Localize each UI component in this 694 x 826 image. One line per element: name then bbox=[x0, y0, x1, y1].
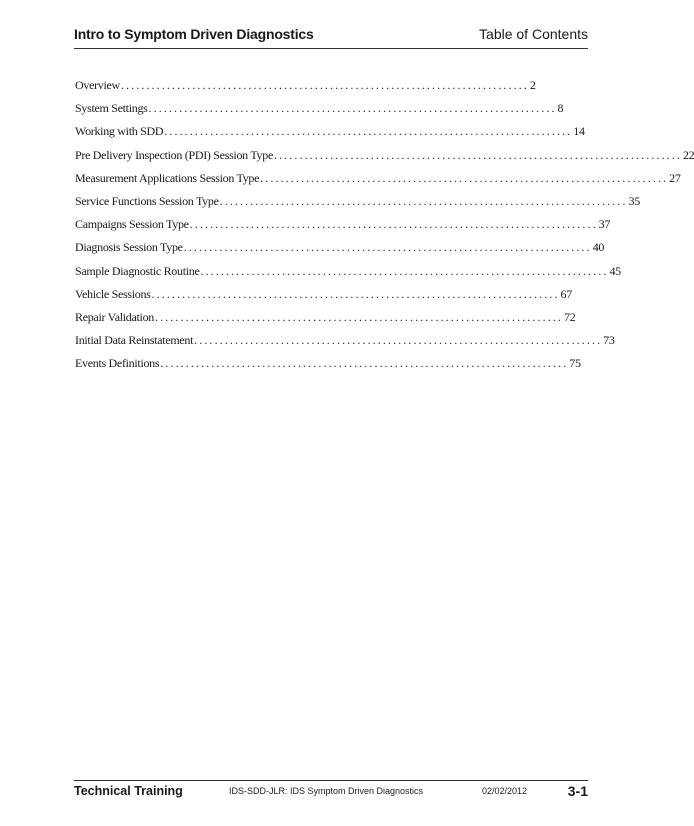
toc-dot-leader: ................................................................................ bbox=[219, 193, 628, 208]
toc-entry[interactable] bbox=[75, 193, 641, 217]
toc-entry-title: Campaigns Session Type bbox=[75, 217, 189, 232]
toc-dot-leader: ................................................................................ bbox=[148, 101, 557, 116]
page-footer bbox=[74, 784, 588, 802]
toc-entry-page: 22 bbox=[682, 147, 694, 162]
toc-dot-leader: ................................................................................ bbox=[160, 356, 569, 371]
toc-entry-page: 67 bbox=[560, 286, 572, 301]
toc-entry-title: Initial Data Reinstatement bbox=[75, 333, 194, 348]
toc-entry-title: Service Functions Session Type bbox=[75, 193, 219, 208]
toc-entry-title: Pre Delivery Inspection (PDI) Session Type bbox=[75, 147, 273, 162]
toc-dot-leader: ................................................................................ bbox=[120, 78, 529, 92]
page-number: 3-1 bbox=[567, 783, 588, 799]
toc-dot-leader: ................................................................................ bbox=[183, 240, 592, 255]
toc-entry-title: Diagnosis Session Type bbox=[75, 240, 183, 255]
toc-entry-page: 37 bbox=[598, 217, 611, 232]
toc-entry[interactable] bbox=[75, 240, 605, 263]
toc-entry-page: 40 bbox=[592, 240, 605, 255]
toc-entry[interactable] bbox=[75, 124, 585, 147]
toc-dot-leader: ................................................................................ bbox=[189, 217, 598, 232]
toc-entry-title: Events Definitions bbox=[75, 356, 160, 371]
toc-entry[interactable] bbox=[75, 147, 694, 171]
toc-entry-page: 2 bbox=[529, 78, 536, 92]
toc-entry-page: 72 bbox=[564, 309, 576, 324]
toc-entry-title: System Settings bbox=[75, 101, 148, 116]
table-of-contents bbox=[75, 78, 694, 379]
toc-entry[interactable] bbox=[75, 309, 576, 333]
toc-entry[interactable] bbox=[75, 286, 572, 310]
toc-entry-page: 45 bbox=[609, 263, 621, 278]
toc-dot-leader: ................................................................................ bbox=[200, 263, 609, 278]
footer-document-name: IDS-SDD-JLR: IDS Symptom Driven Diagnostics bbox=[229, 786, 424, 796]
footer-course-label: Technical Training bbox=[74, 784, 183, 798]
toc-dot-leader: ................................................................................ bbox=[260, 170, 669, 185]
toc-entry-title: Overview bbox=[75, 78, 120, 92]
toc-entry-page: 73 bbox=[603, 333, 615, 348]
toc-entry-page: 35 bbox=[628, 193, 641, 208]
toc-dot-leader: ................................................................................ bbox=[155, 309, 563, 324]
toc-entry[interactable] bbox=[75, 356, 581, 379]
toc-entry-title: Sample Diagnostic Routine bbox=[75, 263, 200, 278]
toc-entry-page: 27 bbox=[669, 170, 681, 185]
toc-entry[interactable] bbox=[75, 170, 681, 194]
toc-dot-leader: ................................................................................ bbox=[273, 147, 682, 162]
header-divider bbox=[74, 48, 588, 49]
footer-divider bbox=[74, 780, 588, 781]
toc-dot-leader: ................................................................................ bbox=[194, 333, 603, 348]
toc-entry-title: Measurement Applications Session Type bbox=[75, 170, 260, 185]
toc-dot-leader: ................................................................................ bbox=[151, 286, 560, 301]
toc-dot-leader: ................................................................................ bbox=[164, 124, 573, 139]
toc-entry[interactable] bbox=[75, 263, 621, 287]
toc-entry[interactable] bbox=[75, 101, 564, 124]
toc-entry-title: Repair Validation bbox=[75, 309, 154, 324]
toc-entry-page: 75 bbox=[569, 356, 581, 371]
page-header bbox=[74, 26, 588, 46]
toc-entry[interactable] bbox=[75, 78, 536, 101]
toc-entry-page: 8 bbox=[557, 101, 564, 116]
footer-date: 02/02/2012 bbox=[482, 786, 528, 796]
document-title: Intro to Symptom Driven Diagnostics bbox=[74, 26, 314, 42]
toc-entry[interactable] bbox=[75, 217, 611, 240]
toc-entry-page: 14 bbox=[573, 124, 585, 139]
toc-entry-title: Vehicle Sessions bbox=[75, 286, 151, 301]
section-title: Table of Contents bbox=[479, 26, 588, 42]
toc-entry-title: Working with SDD bbox=[75, 124, 164, 139]
toc-entry[interactable] bbox=[75, 333, 615, 356]
